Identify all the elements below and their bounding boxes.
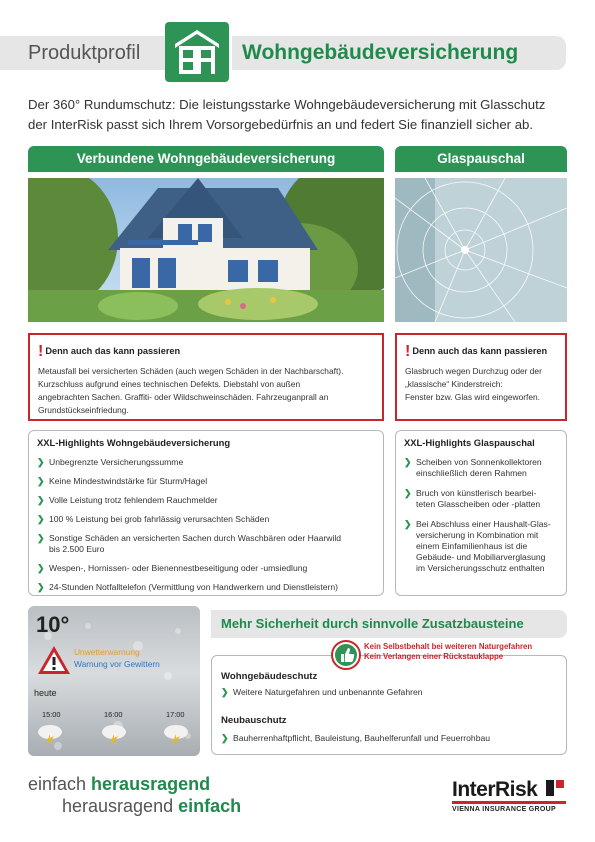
header-label: Produktprofil <box>28 42 141 64</box>
neubauschutz-item: ❯ Bauherrenhaftpflicht, Bauleistung, Bauhelferunfall und Feuerrohbau <box>221 733 490 743</box>
highlight-item: ❯ Scheiben von Sonnenkollektoren einschließlich deren Rahmen <box>404 457 551 479</box>
thunderstorm-icon <box>162 722 190 746</box>
highlight-item: ❯ Volle Leistung trotz fehlendem Rauchmelder <box>37 495 341 506</box>
highlight-item: ❯ Bei Abschluss einer Haushalt-Glas- versicherung in Kombination mit einem Einfamilienhaus ist die Gebäude- und Mobiliarverglasung im Versicherungsschutz enthalten <box>404 519 551 574</box>
weather-today-label: heute <box>34 688 57 698</box>
weather-time: 16:00 <box>104 710 123 719</box>
thunderstorm-icon <box>100 722 128 746</box>
zusatz-title: Mehr Sicherheit durch sinnvolle Zusatzbausteine <box>221 616 524 631</box>
warning-heading: ! Denn auch das kann passieren <box>405 343 548 360</box>
slogan-line-1: einfach herausragend <box>28 774 211 794</box>
page-title: Wohngebäudeversicherung <box>242 41 519 64</box>
warning-box-wohngebaeude <box>28 333 384 421</box>
highlights-list <box>37 457 341 601</box>
slogan-line-2: herausragend einfach <box>62 796 242 816</box>
neubauschutz-title: Neubauschutz <box>221 715 287 726</box>
weather-alert-subtitle: Warnung vor Gewittern <box>74 659 160 669</box>
brand-subtitle: VIENNA INSURANCE GROUP <box>452 806 556 813</box>
highlights-list <box>404 457 551 583</box>
highlights-title: XXL-Highlights Glaspauschal <box>404 437 535 448</box>
highlight-item: ❯ Unbegrenzte Versicherungssumme <box>37 457 341 468</box>
exclamation-icon: ! <box>405 343 411 360</box>
highlight-item: ❯ Keine Mindestwindstärke für Sturm/Hagel <box>37 476 341 487</box>
weather-time: 15:00 <box>42 710 61 719</box>
warning-text: Metausfall bei versicherten Schäden (auch wegen Schäden in der Nachbarschaft). Kurzschluss aufgrund eines technischen Defekts. Diebstahl von außen angebrachten Sachen. Graffiti- oder Wildschweinschäden. Fahrzeuganprall an Grundstückseinfriedung. <box>38 366 344 415</box>
highlights-box-wohngebaeude <box>28 430 384 596</box>
highlights-box-glas <box>395 430 567 596</box>
highlight-item: ❯ 100 % Leistung bei grob fahrlässig verursachten Schäden <box>37 514 341 525</box>
warning-text: Glasbruch wegen Durchzug oder der „klassische“ Kinderstreich: Fenster bzw. Glas wird eingeworfen. <box>405 366 542 402</box>
brand-mark-icon <box>544 778 566 798</box>
exclamation-icon: ! <box>38 343 44 360</box>
weather-widget-photo <box>28 606 200 756</box>
thunderstorm-icon <box>36 722 64 746</box>
warning-box-glas <box>395 333 567 421</box>
brand-logo: InterRisk <box>452 778 538 801</box>
intro-text: Der 360° Rundumschutz: Die leistungsstarke Wohngebäudeversicherung mit Glasschutz der InterRisk passt sich Ihrem Vorsorgebedürfnis an und federt Sie finanziell sicher ab. <box>28 97 546 132</box>
weather-alert-title: Unwetterwarnung <box>74 647 140 657</box>
house-logo-icon <box>165 22 229 82</box>
zusatz-box <box>211 655 567 755</box>
brand-underline <box>452 801 566 804</box>
highlights-title: XXL-Highlights Wohngebäudeversicherung <box>37 437 231 448</box>
wohngebaeudeschutz-title: Wohngebäudeschutz <box>221 671 318 682</box>
weather-time: 17:00 <box>166 710 185 719</box>
broken-glass-photo <box>395 178 567 322</box>
highlight-item: ❯ Wespen-, Hornissen- oder Bienennestbeseitigung oder -umsiedlung <box>37 563 341 574</box>
tab-wohngebaeude: Verbundene Wohngebäudeversicherung <box>28 146 384 172</box>
warning-triangle-icon <box>36 644 72 676</box>
tab-glaspauschal: Glaspauschal <box>395 146 567 172</box>
warning-heading: ! Denn auch das kann passieren <box>38 343 181 360</box>
highlight-item: ❯ 24-Stunden Notfalltelefon (Vermittlung von Handwerkern und Dienstleistern) <box>37 582 341 593</box>
highlight-item: ❯ Bruch von künstlerisch bearbei- teten Glasscheiben oder -platten <box>404 488 551 510</box>
highlight-item: ❯ Sonstige Schäden an versicherten Sachen durch Waschbären oder Haarwild bis 2.500 Euro <box>37 533 341 555</box>
wohngebaeudeschutz-item: ❯ Weitere Naturgefahren und unbenannte Gefahren <box>221 687 423 697</box>
zusatz-badge-text: Kein Selbstbehalt bei weiteren Naturgefahren Kein Verlangen einer Rückstauklappe <box>364 642 533 661</box>
weather-temperature: 10° <box>36 612 70 637</box>
house-photo <box>28 178 384 322</box>
thumbs-up-icon <box>331 640 361 670</box>
